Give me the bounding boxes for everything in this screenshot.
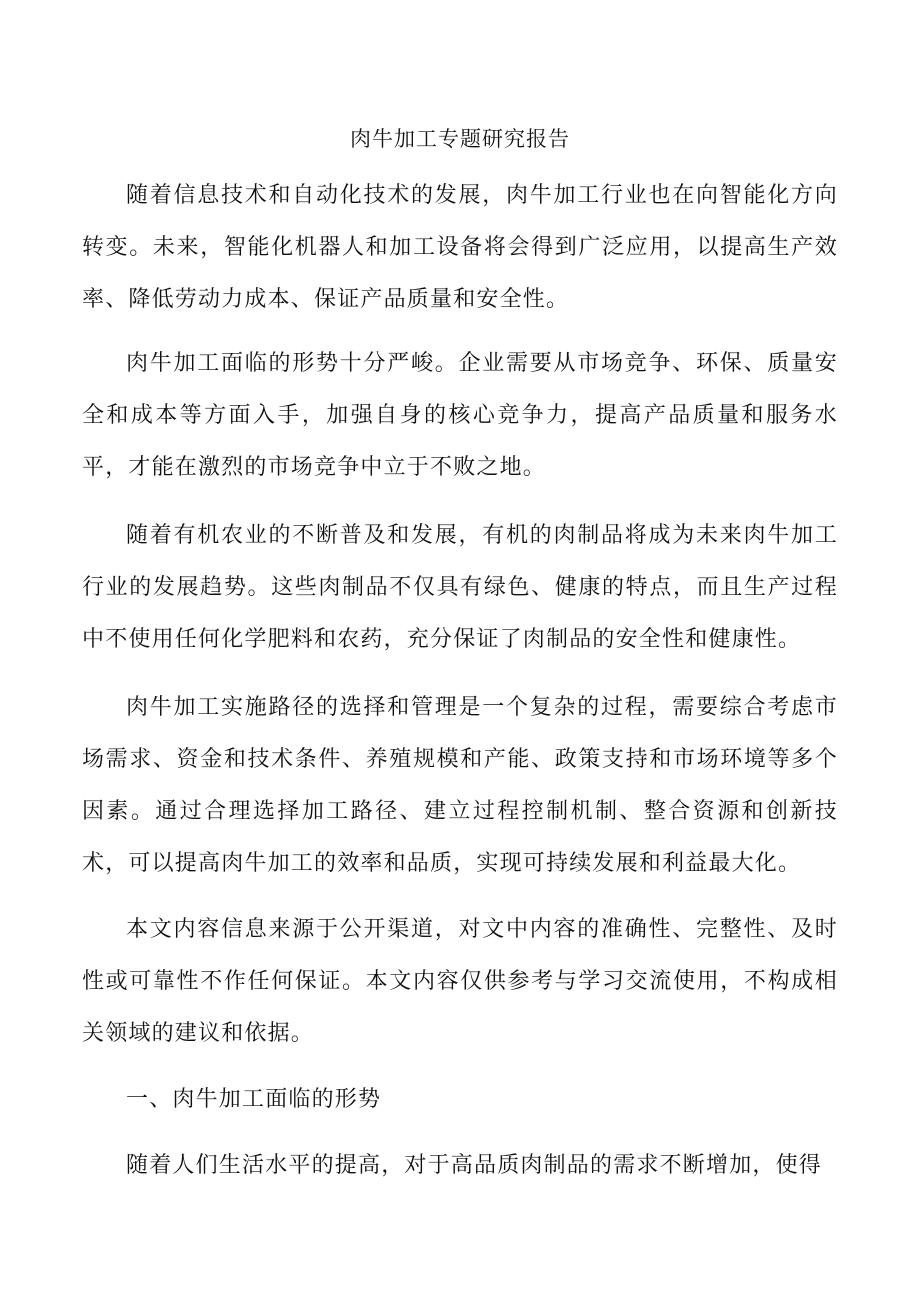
section-heading: 一、肉牛加工面临的形势 [126,1087,382,1112]
paragraph-implementation-path: 肉牛加工实施路径的选择和管理是一个复杂的过程，需要综合考虑市场需求、资金和技术条件、养殖规模和产能、政策支持和市场环境等多个因素。通过合理选择加工路径、建立过程控制机制、整合资源和创新技术，可以提高肉牛加工的效率和品质，实现可持续发展和利益最大化。 [82,695,838,876]
paragraph-intelligent-trend: 随着信息技术和自动化技术的发展，肉牛加工行业也在向智能化方向转变。未来，智能化机器人和加工设备将会得到广泛应用，以提高生产效率、降低劳动力成本、保证产品质量和安全性。 [82,183,838,312]
paragraph-disclaimer: 本文内容信息来源于公开渠道，对文中内容的准确性、完整性、及时性或可靠性不作任何保证。本文内容仅供参考与学习交流使用，不构成相关领域的建议和依据。 [82,917,838,1046]
paragraph-organic-trend: 随着有机农业的不断普及和发展，有机的肉制品将成为未来肉牛加工行业的发展趋势。这些肉制品不仅具有绿色、健康的特点，而且生产过程中不使用任何化学肥料和农药，充分保证了肉制品的安全性和健康性。 [82,523,838,652]
document-title: 肉牛加工专题研究报告 [350,127,570,151]
paragraph-severe-situation: 肉牛加工面临的形势十分严峻。企业需要从市场竞争、环保、质量安全和成本等方面入手，加强自身的核心竞争力，提高产品质量和服务水平，才能在激烈的市场竞争中立于不败之地。 [82,351,838,480]
section-paragraph: 随着人们生活水平的提高，对于高品质肉制品的需求不断增加，使得 [126,1153,823,1178]
